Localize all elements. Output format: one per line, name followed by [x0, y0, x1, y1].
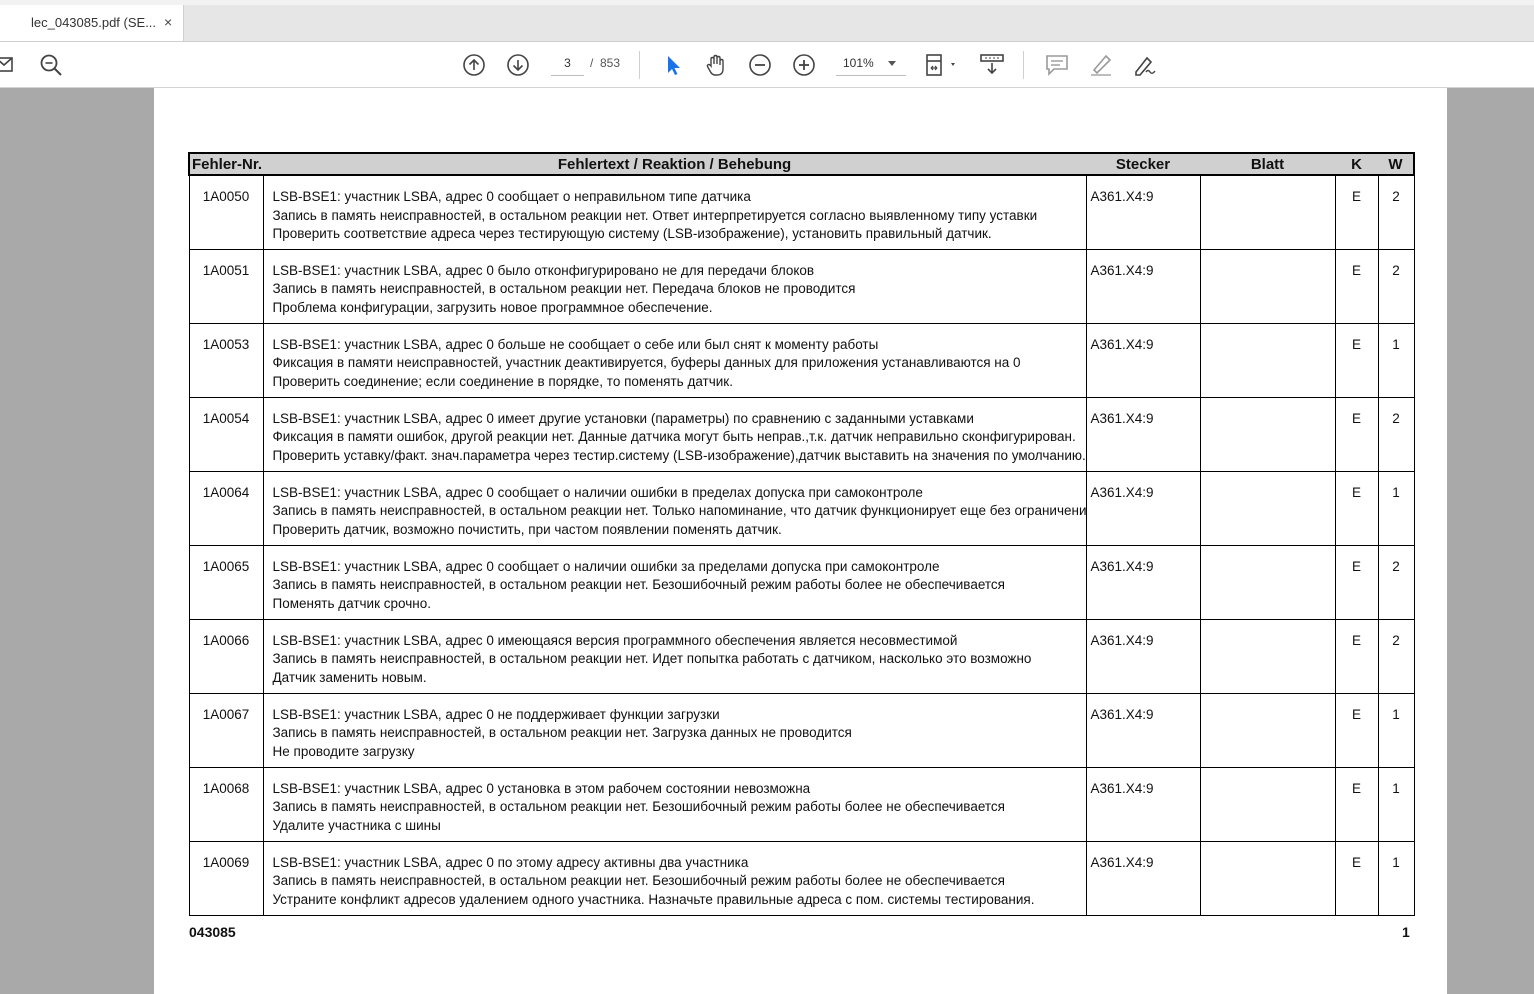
- table-row: [189, 249, 1414, 323]
- blatt-cell: [1200, 175, 1335, 249]
- error-number: 1A0051: [202, 262, 250, 278]
- zoom-select[interactable]: [836, 51, 906, 76]
- error-description: LSB-BSE1: участник LSBA, адрес 0 имеющаяся версия программного обеспечения является несовместимой: [272, 632, 958, 648]
- stecker-value: A361.X4:9: [1090, 484, 1154, 500]
- error-reaction: Запись в память неисправностей, в остальном реакции нет. Только напоминание, что датчик функционирует еще без ограничени: [272, 503, 1087, 518]
- stecker-value: A361.X4:9: [1090, 854, 1154, 870]
- error-text-cell: [263, 841, 1086, 915]
- chevron-down-icon: [888, 61, 896, 66]
- k-value: E: [1351, 780, 1361, 796]
- stecker-value: A361.X4:9: [1090, 780, 1154, 796]
- mail-icon[interactable]: [0, 52, 20, 78]
- sign-icon[interactable]: [1132, 52, 1158, 78]
- scroll-mode-icon[interactable]: [979, 52, 1005, 78]
- header-fehlertext: Fehlertext / Reaktion / Behebung: [263, 153, 1086, 175]
- w-value: 1: [1392, 780, 1400, 796]
- error-description: LSB-BSE1: участник LSBA, адрес 0 сообщает о неправильном типе датчика: [272, 189, 751, 204]
- error-description: LSB-BSE1: участник LSBA, адрес 0 по этому адресу активны два участника: [272, 854, 749, 870]
- stecker-value: A361.X4:9: [1090, 632, 1154, 648]
- table-row: [189, 471, 1414, 545]
- blatt-cell: [1200, 619, 1335, 693]
- table-row: [189, 841, 1414, 915]
- stecker-value: A361.X4:9: [1090, 336, 1154, 352]
- stecker-value: A361.X4:9: [1090, 410, 1154, 426]
- error-text-cell: [263, 619, 1086, 693]
- blatt-value: [1201, 472, 1335, 484]
- blatt-value: [1201, 842, 1335, 854]
- w-value: 2: [1392, 189, 1400, 204]
- w-value: 2: [1392, 410, 1400, 426]
- w-cell: [1378, 323, 1414, 397]
- w-value: 2: [1392, 632, 1400, 648]
- k-cell: [1335, 323, 1378, 397]
- blatt-value: [1201, 620, 1335, 632]
- error-number: 1A0050: [202, 189, 250, 204]
- zoom-in-icon[interactable]: [791, 52, 817, 78]
- tab-bar-top-strip: [0, 0, 1534, 5]
- page-number-input[interactable]: [551, 51, 584, 76]
- error-reaction: Запись в память неисправностей, в остальном реакции нет. Ответ интерпретируется согласно выявленному типу уставки: [272, 207, 1038, 223]
- w-cell: [1378, 841, 1414, 915]
- error-code-table: [188, 152, 1415, 916]
- prev-page-icon[interactable]: [461, 52, 487, 78]
- error-text-cell: [263, 397, 1086, 471]
- stecker-cell: [1086, 249, 1200, 323]
- header-blatt: Blatt: [1200, 153, 1335, 175]
- blatt-cell: [1200, 397, 1335, 471]
- error-number: 1A0053: [202, 336, 250, 352]
- footer-page-number: 1: [1402, 924, 1410, 940]
- table-row: [189, 693, 1414, 767]
- error-description: LSB-BSE1: участник LSBA, адрес 0 не поддерживает функции загрузки: [272, 706, 720, 722]
- blatt-cell: [1200, 323, 1335, 397]
- blatt-cell: [1200, 471, 1335, 545]
- stecker-cell: [1086, 397, 1200, 471]
- error-remedy: Датчик заменить новым.: [272, 669, 427, 685]
- blatt-cell: [1200, 545, 1335, 619]
- w-value: 1: [1392, 854, 1400, 870]
- error-number-cell: [189, 249, 263, 323]
- error-text-cell: [263, 693, 1086, 767]
- select-cursor-icon[interactable]: [660, 52, 686, 78]
- footer-doc-number: 043085: [189, 924, 236, 940]
- w-cell: [1378, 249, 1414, 323]
- stecker-cell: [1086, 841, 1200, 915]
- k-cell: [1335, 397, 1378, 471]
- stecker-cell: [1086, 619, 1200, 693]
- error-number: 1A0064: [202, 484, 250, 500]
- header-stecker: Stecker: [1086, 153, 1200, 175]
- error-text-cell: [263, 471, 1086, 545]
- k-cell: [1335, 693, 1378, 767]
- blatt-cell: [1200, 249, 1335, 323]
- search-zoom-icon[interactable]: [38, 52, 64, 78]
- k-value: E: [1351, 336, 1361, 352]
- error-number: 1A0066: [202, 632, 250, 648]
- error-reaction: Фиксация в памяти неисправностей, участник деактивируется, буферы данных для приложения устанавливаются на 0: [272, 355, 1021, 370]
- error-description: LSB-BSE1: участник LSBA, адрес 0 было отконфигурировано не для передачи блоков: [272, 262, 815, 278]
- blatt-value: [1201, 176, 1335, 188]
- error-number: 1A0069: [202, 854, 250, 870]
- blatt-value: [1201, 768, 1335, 780]
- highlight-icon[interactable]: [1088, 52, 1114, 78]
- w-value: 1: [1392, 336, 1400, 352]
- stecker-value: A361.X4:9: [1090, 558, 1154, 574]
- table-row: [189, 397, 1414, 471]
- error-remedy: Проблема конфигурации, загрузить новое программное обеспечение.: [272, 299, 713, 315]
- stecker-cell: [1086, 471, 1200, 545]
- error-number: 1A0068: [202, 780, 250, 796]
- stecker-value: A361.X4:9: [1090, 706, 1154, 722]
- hand-tool-icon[interactable]: [703, 52, 729, 78]
- error-remedy: Проверить соответствие адреса через тестирующую систему (LSB-изображение), установить правильный датчик.: [272, 226, 992, 241]
- error-number: 1A0065: [202, 558, 250, 574]
- total-pages: 853: [600, 56, 621, 70]
- w-value: 1: [1392, 484, 1400, 500]
- error-text-cell: [263, 767, 1086, 841]
- k-cell: [1335, 175, 1378, 249]
- header-fehler-nr: Fehler-Nr.: [189, 153, 263, 175]
- error-description: LSB-BSE1: участник LSBA, адрес 0 сообщает о наличии ошибки в пределах допуска при самоконтроле: [272, 484, 923, 500]
- error-remedy: Проверить уставку/факт. знач.параметра через тестир.систему (LSB-изображение),датчик выставить на значения по умолчанию.: [272, 447, 1086, 463]
- error-number-cell: [189, 767, 263, 841]
- k-cell: [1335, 619, 1378, 693]
- error-number-cell: [189, 175, 263, 249]
- blatt-value: [1201, 398, 1335, 410]
- error-text-cell: [263, 545, 1086, 619]
- k-value: E: [1351, 410, 1361, 426]
- blatt-value: [1201, 694, 1335, 706]
- error-text-cell: [263, 323, 1086, 397]
- stecker-value: A361.X4:9: [1090, 262, 1154, 278]
- error-description: LSB-BSE1: участник LSBA, адрес 0 установка в этом рабочем состоянии невозможна: [272, 780, 811, 796]
- w-value: 1: [1392, 706, 1400, 722]
- page-fit-icon[interactable]: [922, 52, 958, 78]
- table-header-row: [189, 153, 1414, 175]
- error-number-cell: [189, 619, 263, 693]
- error-reaction: Запись в память неисправностей, в остальном реакции нет. Загрузка данных не проводится: [272, 725, 852, 740]
- comment-icon[interactable]: [1044, 52, 1070, 78]
- blatt-value: [1201, 546, 1335, 558]
- w-cell: [1378, 175, 1414, 249]
- header-k: K: [1335, 153, 1378, 175]
- error-remedy: Проверить соединение; если соединение в порядке, то поменять датчик.: [272, 373, 733, 389]
- tab-bar: [0, 0, 1534, 42]
- pdf-toolbar: [0, 42, 1534, 88]
- table-row: [189, 545, 1414, 619]
- error-remedy: Не проводите загрузку: [272, 743, 415, 759]
- error-text-cell: [263, 175, 1086, 249]
- k-cell: [1335, 249, 1378, 323]
- error-number-cell: [189, 841, 263, 915]
- blatt-cell: [1200, 841, 1335, 915]
- error-reaction: Запись в память неисправностей, в остальном реакции нет. Безошибочный режим работы более не обеспечивается: [272, 577, 1005, 592]
- k-value: E: [1351, 632, 1361, 648]
- toolbar-divider: [1023, 51, 1024, 79]
- w-cell: [1378, 693, 1414, 767]
- error-number-cell: [189, 545, 263, 619]
- error-reaction: Запись в память неисправностей, в остальном реакции нет. Передача блоков не проводится: [272, 281, 856, 296]
- error-remedy: Проверить датчик, возможно почистить, при частом появлении поменять датчик.: [272, 521, 782, 537]
- error-remedy: Устраните конфликт адресов удалением одного участника. Назначьте правильные адреса с пом. системы тестирования.: [272, 891, 1035, 907]
- k-cell: [1335, 545, 1378, 619]
- table-row: [189, 619, 1414, 693]
- stecker-cell: [1086, 175, 1200, 249]
- error-number-cell: [189, 323, 263, 397]
- k-value: E: [1351, 706, 1361, 722]
- w-value: 2: [1392, 262, 1400, 278]
- w-cell: [1378, 545, 1414, 619]
- stecker-cell: [1086, 323, 1200, 397]
- error-description: LSB-BSE1: участник LSBA, адрес 0 имеет другие установки (параметры) по сравнению с заданными уставками: [272, 410, 974, 426]
- error-reaction: Фиксация в памяти ошибок, другой реакции нет. Данные датчика могут быть неправ.,т.к. датчик неправильно сконфигурирован.: [272, 429, 1076, 444]
- error-text-cell: [263, 249, 1086, 323]
- k-value: E: [1351, 558, 1361, 574]
- blatt-value: [1201, 324, 1335, 336]
- error-number-cell: [189, 471, 263, 545]
- error-reaction: Запись в память неисправностей, в остальном реакции нет. Идет попытка работать с датчиком, насколько это возможно: [272, 651, 1032, 666]
- stecker-cell: [1086, 693, 1200, 767]
- toolbar-divider: [639, 51, 640, 79]
- error-number: 1A0054: [202, 410, 250, 426]
- error-description: LSB-BSE1: участник LSBA, адрес 0 больше не сообщает о себе или был снят к моменту работы: [272, 336, 879, 352]
- zoom-out-icon[interactable]: [747, 52, 773, 78]
- w-cell: [1378, 767, 1414, 841]
- error-number: 1A0067: [202, 706, 250, 722]
- header-w: W: [1378, 153, 1414, 175]
- w-cell: [1378, 471, 1414, 545]
- error-number-cell: [189, 693, 263, 767]
- blatt-value: [1201, 250, 1335, 262]
- table-row: [189, 323, 1414, 397]
- w-cell: [1378, 397, 1414, 471]
- stecker-cell: [1086, 545, 1200, 619]
- error-remedy: Поменять датчик срочно.: [272, 595, 431, 611]
- document-tab[interactable]: [0, 5, 184, 41]
- k-value: E: [1351, 854, 1361, 870]
- w-value: 2: [1392, 558, 1400, 574]
- page-separator: /: [590, 56, 594, 70]
- error-reaction: Запись в память неисправностей, в остальном реакции нет. Безошибочный режим работы более не обеспечивается: [272, 873, 1005, 888]
- k-cell: [1335, 471, 1378, 545]
- error-number-cell: [189, 397, 263, 471]
- error-description: LSB-BSE1: участник LSBA, адрес 0 сообщает о наличии ошибки за пределами допуска при самоконтроле: [272, 558, 940, 574]
- blatt-cell: [1200, 767, 1335, 841]
- zoom-value: 101%: [843, 56, 874, 70]
- w-cell: [1378, 619, 1414, 693]
- tab-title[interactable]: lec_043085.pdf (SE...: [31, 15, 157, 30]
- stecker-value: A361.X4:9: [1090, 189, 1154, 204]
- error-remedy: Удалите участника с шины: [272, 817, 441, 833]
- stecker-cell: [1086, 767, 1200, 841]
- k-cell: [1335, 841, 1378, 915]
- table-row: [189, 175, 1414, 249]
- k-value: E: [1351, 189, 1361, 204]
- blatt-cell: [1200, 693, 1335, 767]
- error-reaction: Запись в память неисправностей, в остальном реакции нет. Безошибочный режим работы более не обеспечивается: [272, 799, 1005, 814]
- tab-close-icon[interactable]: ×: [164, 14, 173, 30]
- pdf-page: [154, 88, 1447, 994]
- table-row: [189, 767, 1414, 841]
- k-value: E: [1351, 484, 1361, 500]
- k-value: E: [1351, 262, 1361, 278]
- next-page-icon[interactable]: [505, 52, 531, 78]
- k-cell: [1335, 767, 1378, 841]
